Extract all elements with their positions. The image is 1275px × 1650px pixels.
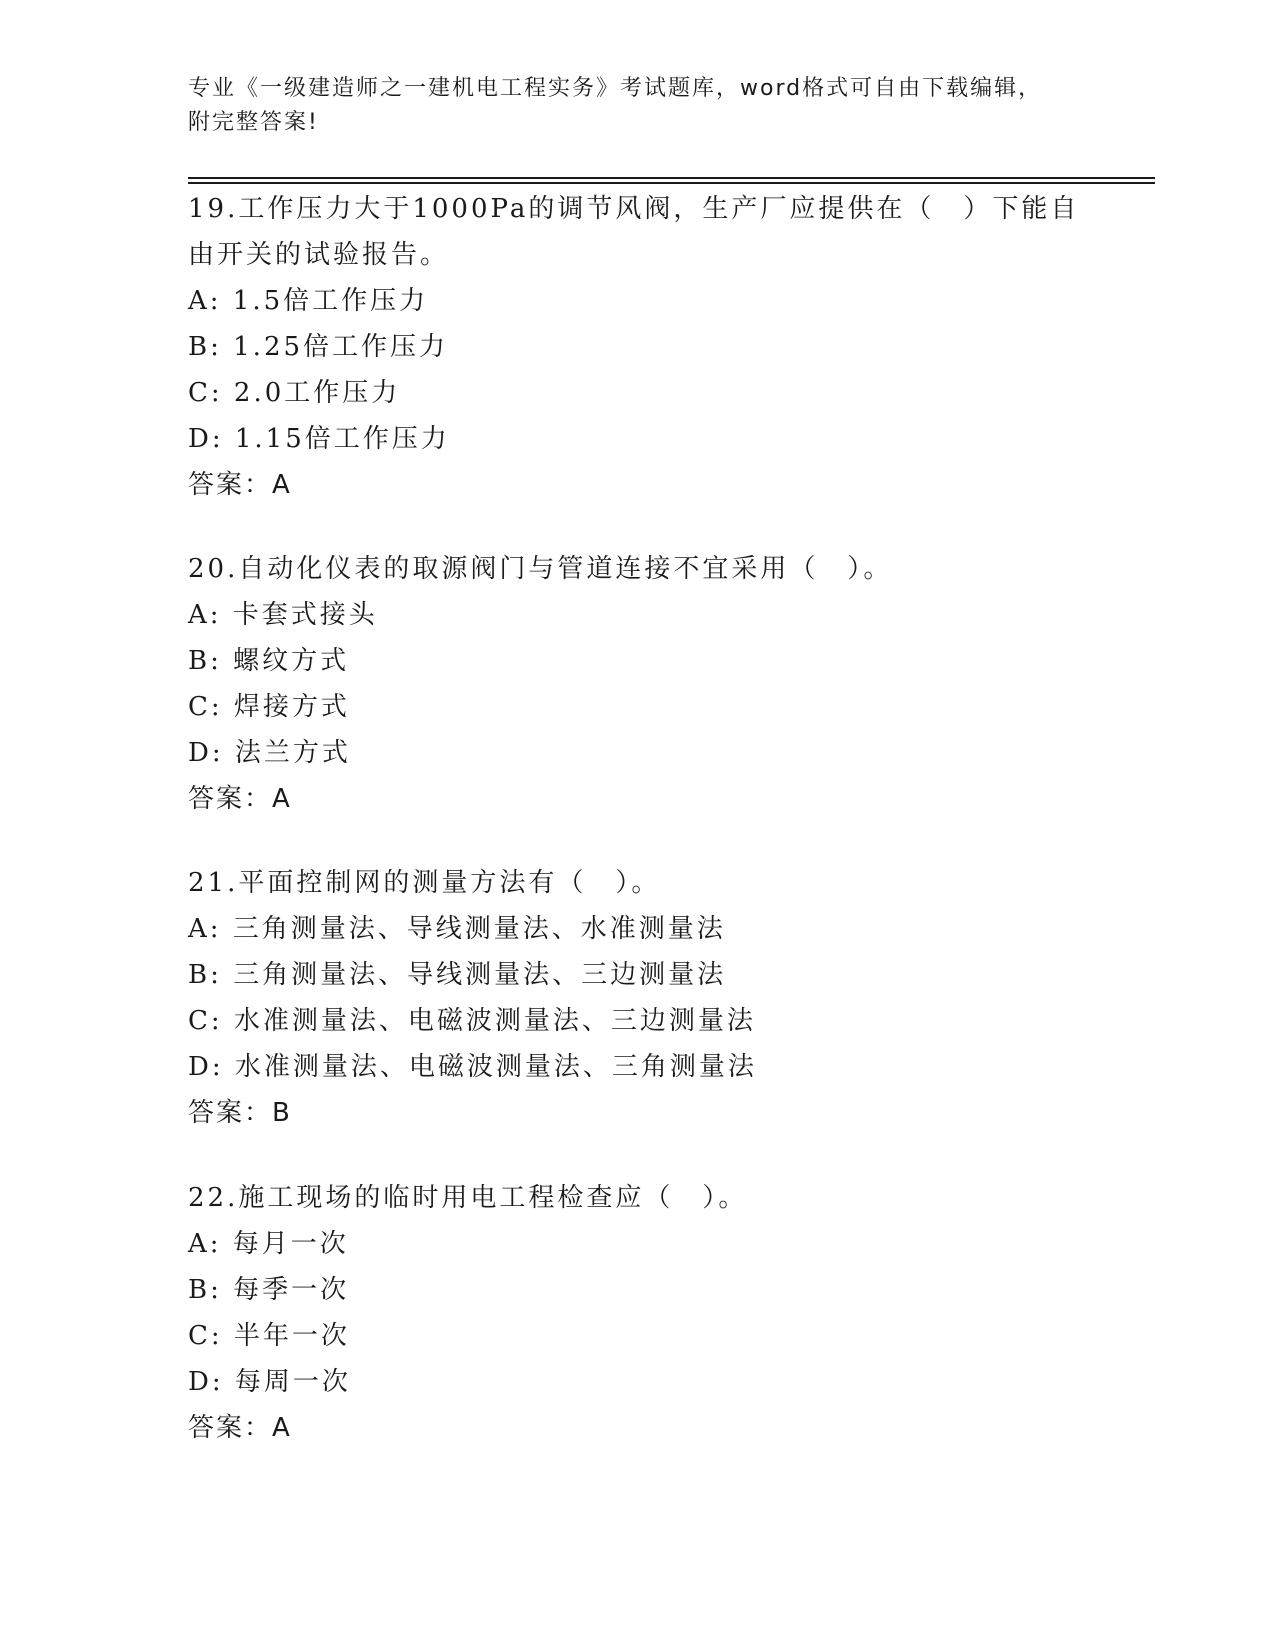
question-20 [188, 546, 1088, 822]
question-stem: 20.自动化仪表的取源阀门与管道连接不宜采用（ ）。 [188, 554, 893, 584]
option-a: A: 三角测量法、导线测量法、水准测量法 [188, 914, 726, 944]
question-stem: 22.施工现场的临时用电工程检查应（ ）。 [188, 1183, 748, 1213]
option-b: B: 螺纹方式 [188, 646, 350, 676]
option-a: A: 每月一次 [188, 1229, 349, 1259]
option-c: C: 2.0工作压力 [188, 378, 401, 408]
option-c: C: 焊接方式 [188, 692, 350, 722]
option-b: B: 1.25倍工作压力 [188, 332, 449, 362]
answer: 答案：B [188, 1098, 292, 1128]
option-a: A: 1.5倍工作压力 [188, 286, 429, 316]
answer: 答案：A [188, 784, 292, 814]
question-stem: 19.工作压力大于1000Pa的调节风阀，生产厂应提供在（ ）下能自 [188, 194, 1080, 224]
option-b: B: 三角测量法、导线测量法、三边测量法 [188, 960, 727, 990]
option-d: D: 1.15倍工作压力 [188, 424, 450, 454]
question-stem: 21.平面控制网的测量方法有（ ）。 [188, 868, 661, 898]
answer: 答案：A [188, 1413, 292, 1443]
option-a: A: 卡套式接头 [188, 600, 378, 630]
question-21 [188, 860, 1088, 1136]
option-d: D: 每周一次 [188, 1367, 351, 1397]
option-b: B: 每季一次 [188, 1275, 350, 1305]
document-header [188, 72, 1088, 140]
question-stem-continued: 由开关的试验报告。 [188, 240, 450, 270]
header-line-2: 附完整答案! [188, 110, 319, 135]
option-c: C: 半年一次 [188, 1321, 350, 1351]
question-19 [188, 186, 1088, 508]
option-d: D: 水准测量法、电磁波测量法、三角测量法 [188, 1052, 757, 1082]
header-line-1: 专业《一级建造师之一建机电工程实务》考试题库，word格式可自由下载编辑， [188, 76, 1043, 101]
option-c: C: 水准测量法、电磁波测量法、三边测量法 [188, 1006, 756, 1036]
answer: 答案：A [188, 470, 292, 500]
header-divider-top [188, 177, 1155, 179]
option-d: D: 法兰方式 [188, 738, 351, 768]
header-divider-bottom [188, 182, 1155, 184]
question-22 [188, 1175, 1088, 1451]
